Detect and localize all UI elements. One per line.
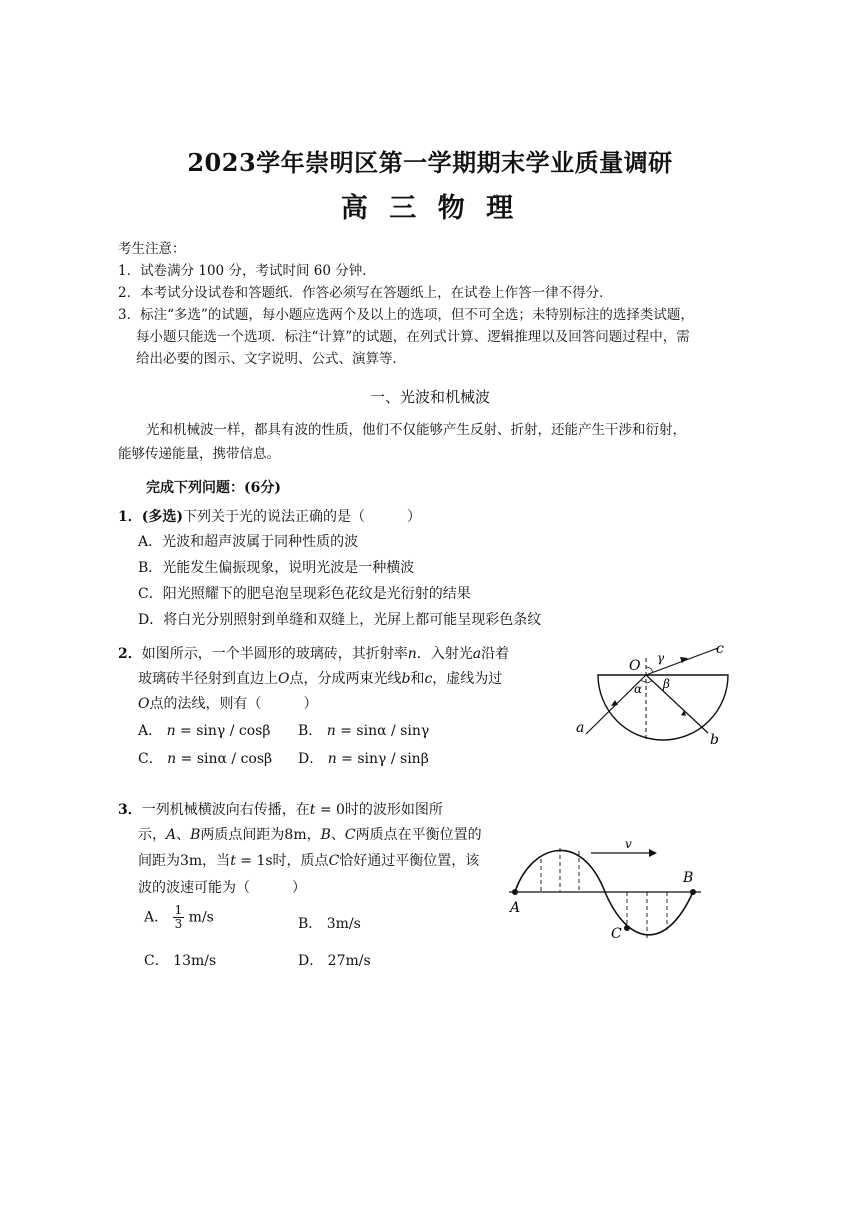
q1-option-d: D．将白光分别照射到单缝和双缝上，光屏上都可能呈现彩色条纹 [138,612,542,628]
arrow-icon [680,710,688,718]
q3-option-a [144,904,214,931]
text-run: 两质点间距为8m， [200,827,321,843]
point-B [690,889,696,895]
variable: n [166,723,176,739]
label-O: O [629,658,641,674]
variable: C [344,827,356,843]
text-run: 点的法线，则有（ ） [149,696,318,712]
point-A [512,889,518,895]
question-1-stem [118,506,421,526]
multi-select-tag: (多选) [141,509,183,525]
notice-item-3: 3．标注“多选”的试题，每小题应选两个及以上的选项，但不可全选；未特别标注的选择类试题， [118,307,694,323]
label-B: B [683,870,694,886]
question-number: 3． [118,802,142,818]
angle-gamma-arc [646,667,653,672]
q3-option-b: B． 3m/s [298,916,361,932]
exam-subject: 高 三 物 理 [340,193,520,224]
notice-item-3-cont-2: 给出必要的图示、文字说明、公式、演算等． [136,351,406,367]
label-C: C [611,926,622,942]
option-label: B． [298,723,323,739]
text-run: 恰好通过平衡位置，该 [339,853,480,869]
q1-option-b: B．光能发生偏振现象，说明光波是一种横波 [138,560,415,576]
semicircle-refraction-figure [570,636,740,752]
text-run: 一列机械横波向右传播，在 [141,802,310,818]
notice-item-2: 2．本考试分设试卷和答题纸．作答必须写在答题纸上，在试卷上作答一律不得分． [118,285,613,301]
unit: m/s [188,909,214,926]
option-label: C． [138,751,163,767]
text-run: 示， [138,827,166,843]
denominator: 3 [174,917,183,931]
q2-option-c [138,748,272,768]
section-intro-line-1: 光和机械波一样，都具有波的性质，他们不仅能够产生反射、折射，还能产生干涉和衍射， [146,422,686,438]
exam-title: 2023学年崇明区第一学期期末学业质量调研 [187,148,673,177]
question-number: 2． [118,646,142,662]
label-gamma: γ [657,651,665,665]
variable: O [138,696,150,712]
variable: B [190,827,201,843]
question-number: 1． [118,509,142,525]
transverse-wave-figure [505,836,705,946]
question-3-line-4: 波的波速可能为（ ） [138,880,306,896]
variable: n [326,723,336,739]
section-instruction: 完成下列问题：(6分) [146,480,281,496]
arrow-icon [649,849,657,857]
q2-option-d [298,748,429,768]
question-2-line-3 [138,693,317,713]
formula: = sinα / sinγ [335,723,430,739]
q2-option-b [298,720,429,740]
label-beta: β [663,677,670,691]
question-3-line-2 [138,824,482,844]
label-alpha: α [634,682,643,696]
notice-heading: 考生注意： [118,241,186,257]
label-a: a [576,720,585,736]
text-run: 、 [176,827,191,843]
variable: t [230,853,236,869]
text-run: 沿着 [481,646,510,662]
text-run: 玻璃砖半径射到直边上 [138,671,278,687]
numerator: 1 [174,903,183,917]
formula: = sinγ / cosβ [175,723,271,739]
section-intro-line-2: 能够传递能量，携带信息。 [118,446,280,462]
label-c: c [716,641,724,657]
angle-beta-arc [646,680,652,683]
q1-option-a: A．光波和超声波属于同种性质的波 [138,534,359,550]
text-run: 、 [330,827,345,843]
text-run: 两质点在平衡位置的 [355,827,482,843]
point-C [624,925,630,931]
option-label: A． [138,723,163,739]
variable: c [424,671,433,687]
fraction [173,904,185,931]
label-v: v [625,837,632,851]
text-run: 点，分成两束光线 [289,671,402,687]
question-2-line-1 [118,643,509,663]
variable: n [327,751,337,767]
section-title: 一、光波和机械波 [369,388,490,406]
question-3-line-1 [118,799,443,819]
text-run: = 1s时，质点 [235,853,329,869]
wave-curve [515,850,693,934]
text-run: 间距为3m，当 [138,853,231,869]
question-text: 下列关于光的说法正确的是（ ） [183,509,421,525]
variable: b [401,671,411,687]
q3-option-d: D． 27m/s [298,953,371,969]
text-run: 和 [410,671,425,687]
variable: a [472,646,482,662]
label-A: A [510,900,521,916]
q3-option-c: C． 13m/s [144,953,217,969]
question-3-line-3 [138,850,479,870]
text-run: ．入射光 [416,646,473,662]
variable: O [278,671,290,687]
notice-item-1: 1．试卷满分 100 分，考试时间 60 分钟． [118,263,376,279]
variable: n [407,646,417,662]
q1-option-c: C．阳光照耀下的肥皂泡呈现彩色花纹是光衍射的结果 [138,586,471,602]
variable: C [328,853,340,869]
text-run: 如图所示，一个半圆形的玻璃砖，其折射率 [141,646,408,662]
variable: n [167,751,177,767]
option-label: A． [144,909,169,926]
q2-option-a [138,720,270,740]
variable: t [309,802,316,818]
text-run: ，虚线为过 [432,671,503,687]
label-b: b [710,732,719,748]
question-2-line-2 [138,668,502,688]
variable: B [320,827,331,843]
notice-item-3-cont-1: 每小题只能选一个选项．标注“计算”的试题，在列式计算、逻辑推理以及回答问题过程中，需 [136,329,690,345]
reflected-ray-b [646,675,708,733]
option-label: D． [298,751,324,767]
text-run: = 0时的波形如图所 [315,802,443,818]
formula: = sinα / cosβ [176,751,273,767]
formula: = sinγ / sinβ [336,751,429,767]
variable: A [166,827,177,843]
